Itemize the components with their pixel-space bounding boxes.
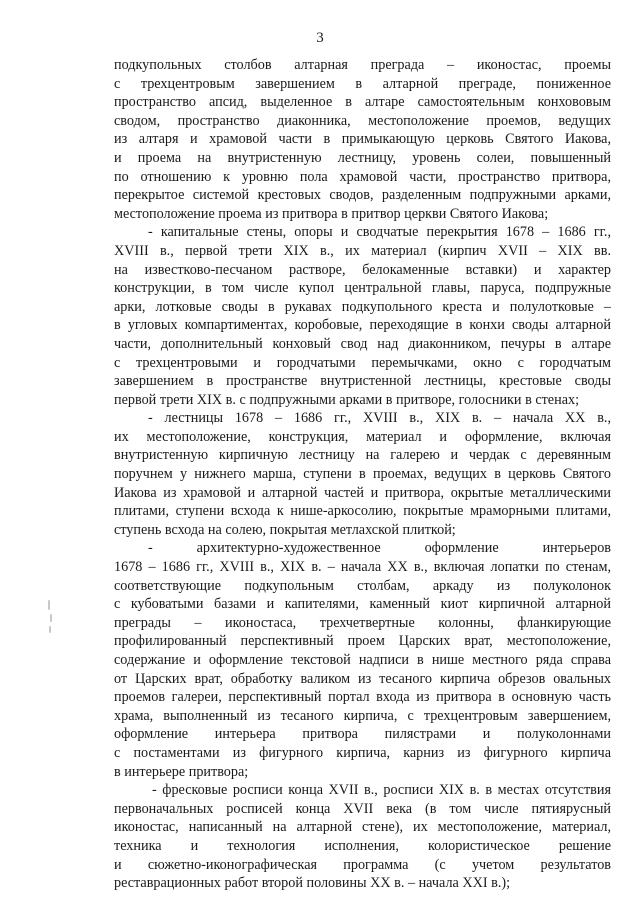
list-item-start: - лестницы 1678 – 1686 гг., XVIII в., XIX в. – начала XX в., [148,410,611,427]
text-line: ступень всхода на солею, покрытая метлахской плиткой; [114,521,456,538]
text-line: подкупольных столбов алтарная преграда – иконостас, проемы [114,57,611,73]
text-line: преграды – иконостаса, трехчетвертные колонны, фланкирующие [114,614,611,631]
text-line: части, дополнительный конховый свод над диаконником, печуры в алтаре [114,335,611,352]
text-line: в угловых компартиментах, коробовые, переходящие в конхи своды алтарной [114,317,611,334]
list-item-start: - архитектурно-художественное оформление интерьеров [148,540,611,557]
text-line: завершением в пространстве внутристенной лестницы, крестовые своды [114,373,611,390]
text-line: внутристенную кирпичную лестницу на галерею и чердак с деревянным [114,447,611,464]
text-line: пространство апсид, выделенное в алтаре самостоятельным конхововым [114,94,611,111]
text-line: и сюжетно-иконографическая программа (с учетом результатов [114,856,611,873]
text-line: первоначальных росписей конца XVII века (в том числе пятиярусный [114,800,611,817]
text-line: оформление интерьера притвора пилястрами и полуколоннами [114,726,611,743]
text-line: в интерьере притвора; [114,763,249,780]
text-line: с кубоватыми базами и капителями, каменный киот кирпичной алтарной [114,596,611,613]
text-line: арки, лотковые своды в рукавах подкупольного креста и полулотковые – [114,298,611,315]
text-line: от Царских врат, обработку валиком из тесаного кирпича обрезов овальных [114,670,611,687]
text-line: первой трети XIX в. с подпружными арками в притворе, голосники в стенах; [114,391,580,408]
text-line: с трехцентровыми и городчатыми перемычками, окно с городчатым [114,354,611,371]
text-line: с трехцентровым завершением в алтарной преграде, пониженное [114,75,611,92]
text-line: местоположение проема из притвора в притвор церкви Святого Иакова; [114,205,549,222]
text-line: поручнем у нижнего марша, ступени в проемах, ведущих в церковь Святого [114,466,611,483]
page-number: 3 [316,30,324,46]
text-line: из алтаря и храмовой части в примыкающую церковь Святого Иакова, [114,131,611,148]
text-line: с постаментами из фигурного кирпича, карниз из фигурного кирпича [114,744,611,761]
text-line: 1678 – 1686 гг., XVIII в., XIX в. – начала XX в., включая лопатки по стенам, [114,559,611,576]
text-line: XVIII в., первой трети XIX в., их материал (кирпич XVII – XIX вв. [114,242,611,259]
text-line: реставрационных работ второй половины XX в. – начала XXI в.); [114,875,511,892]
text-line: содержание и оформление текстовой надписи в нише местного ряда справа [114,652,611,668]
list-item-start: - фресковые росписи конца XVII в., росписи XIX в. в местах отсутствия [152,782,611,799]
text-line: техника и технология исполнения, колористическое решение [114,837,611,854]
text-line: перекрытое системой крестовых сводов, разделенным подпружными арками, [114,187,611,204]
text-line: на известково-песчаном растворе, белокаменные вставки) и характер [114,261,611,278]
text-line: проемов галереи, перспективный портал входа из притвора в основную часть [114,689,611,706]
text-line: соответствующие подкупольным столбам, аркаду из полуколонок [114,577,611,594]
text-line: сводом, пространство диаконника, местоположение проемов, ведущих [114,112,611,129]
list-item-start: - капитальные стены, опоры и сводчатые перекрытия 1678 – 1686 гг., [148,224,611,241]
text-line: Иакова из храмовой и алтарной частей и притвора, окрытые металлическими [114,484,611,501]
text-line: профилированный перспективный проем Царских врат, местоположение, [114,633,611,650]
text-line: плитами, ступени всхода к нише-аркосолию, покрытые мраморными плитами, [114,503,611,520]
text-line: храма, выполненный из тесаного кирпича, с трехцентровым завершением, [114,707,611,724]
margin-pencil-mark [46,600,60,634]
text-line: и проема на внутристенную лестницу, уровень солеи, повышенный [114,149,611,166]
text-line: конструкции, в том числе купол центральной главы, паруса, подпружные [114,280,611,297]
text-line: иконостас, написанный на алтарной стене), их местоположение, материал, [114,819,611,836]
text-line: по отношению к уровню пола храмовой части, пространство притвора, [114,168,611,185]
text-line: их местоположение, конструкция, материал и оформление, включая [114,428,611,445]
document-body [114,56,611,893]
